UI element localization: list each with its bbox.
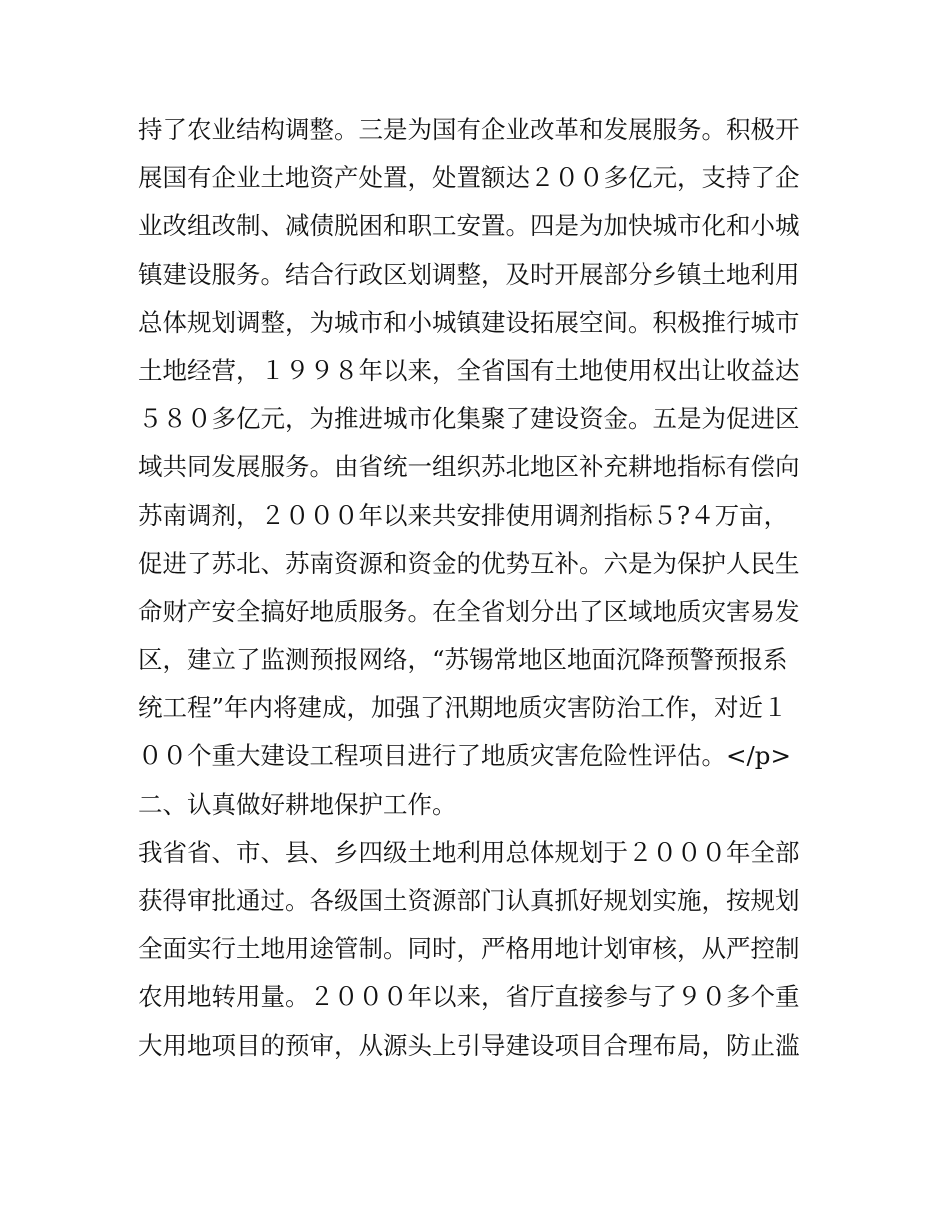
- text-line: 我省省、市、县、乡四级土地利用总体规划于２０００年全部: [138, 837, 800, 867]
- text-line: 获得审批通过。各级国土资源部门认真抓好规划实施，按规划: [138, 886, 800, 915]
- text-line: 大用地项目的预审，从源头上引导建设项目合理布局，防止滥: [138, 1030, 800, 1060]
- text-line: 持了农业结构调整。三是为国有企业改革和发展服务。积极开: [138, 115, 800, 144]
- text-line: 业改组改制、减债脱困和职工安置。四是为加快城市化和小城: [138, 211, 800, 241]
- body-text: [138, 106, 828, 1070]
- text-line: 命财产安全搞好地质服务。在全省划分出了区域地质灾害易发: [138, 596, 800, 626]
- text-line: 域共同发展服务。由省统一组织苏北地区补充耕地指标有偿向: [138, 452, 800, 482]
- text-line: 展国有企业土地资产处置，处置额达２００多亿元，支持了企: [138, 163, 800, 193]
- text-line: 农用地转用量。２０００年以来，省厅直接参与了９０多个重: [138, 982, 800, 1012]
- text-line: 全面实行土地用途管制。同时，严格用地计划审核，从严控制: [138, 934, 800, 964]
- text-line: 土地经营，１９９８年以来，全省国有土地使用权出让收益达: [138, 355, 800, 385]
- text-line: ５８０多亿元，为推进城市化集聚了建设资金。五是为促进区: [138, 404, 800, 434]
- text-line: 苏南调剂，２０００年以来共安排使用调剂指标５?４万亩，: [138, 500, 789, 530]
- text-line: 镇建设服务。结合行政区划调整，及时开展部分乡镇土地利用: [138, 259, 800, 289]
- text-line: 促进了苏北、苏南资源和资金的优势互补。六是为保护人民生: [138, 548, 800, 578]
- text-line: ００个重大建设工程项目进行了地质灾害危险性评估。</p>: [138, 741, 791, 771]
- text-line: 总体规划调整，为城市和小城镇建设拓展空间。积极推行城市: [138, 307, 800, 337]
- text-line: 区，建立了监测预报网络，“苏锡常地区地面沉降预警预报系: [138, 645, 788, 675]
- text-line: 统工程”年内将建成，加强了汛期地质灾害防治工作，对近１: [138, 693, 788, 723]
- section-heading: 二、认真做好耕地保护工作。: [138, 789, 457, 819]
